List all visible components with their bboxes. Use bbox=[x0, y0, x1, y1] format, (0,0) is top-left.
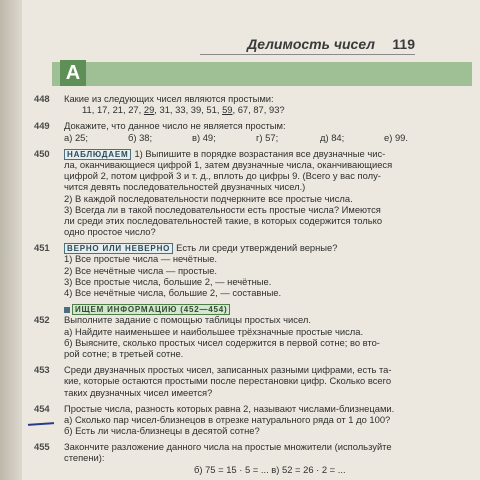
problem-455 bbox=[34, 441, 474, 452]
problem-number: 450 bbox=[34, 147, 50, 159]
number-list: 11, 17, 21, 27, bbox=[82, 104, 144, 116]
chapter-title: Делимость чисел bbox=[247, 36, 375, 52]
problem-450 bbox=[34, 148, 474, 159]
search-info-tag: ИЩЕМ ИНФОРМАЦИЮ (452—454) bbox=[72, 304, 230, 315]
problem-text: а) Найдите наименьшее и наибольшее трёхзначные простые числа. bbox=[64, 325, 364, 337]
statement: 1) Все простые числа — нечётные. bbox=[64, 253, 218, 265]
problem-text: ли среди этих последовательностей такие, в которых содержится только bbox=[64, 214, 383, 226]
option: д) 84; bbox=[320, 131, 345, 143]
underlined-number: 29 bbox=[143, 104, 155, 116]
problem-text: Какие из следующих чисел являются простыми: bbox=[64, 93, 274, 104]
problem-text: ла, оканчивающиеся цифрой 1, затем двузначные числа, оканчивающиеся bbox=[64, 158, 393, 170]
true-false-tag: ВЕРНО ИЛИ НЕВЕРНО bbox=[64, 243, 173, 254]
problem-text: а) Сколько пар чисел-близнецов в отрезке натурального ряда от 1 до 100? bbox=[64, 413, 391, 425]
page-header bbox=[200, 36, 415, 55]
problem-text: б) Есть ли числа-близнецы в десятой сотне? bbox=[64, 425, 260, 437]
problem-number: 452 bbox=[34, 314, 50, 326]
problem-number: 453 bbox=[34, 364, 50, 376]
problem-text: Закончите разложение данного числа на простые множители (используйте bbox=[64, 441, 392, 453]
problem-text: таких двузначных чисел имеется? bbox=[64, 386, 213, 398]
option: а) 25; bbox=[64, 131, 88, 143]
option: б) 38; bbox=[128, 131, 153, 143]
option: е) 99. bbox=[384, 131, 408, 143]
problem-449-options bbox=[34, 132, 474, 143]
problem-text: чится девять последовательностей двузначных чисел.) bbox=[64, 181, 306, 193]
statement: 3) Все простые числа, большие 2, — нечётные. bbox=[64, 275, 272, 287]
problem-number: 451 bbox=[34, 242, 50, 254]
problem-number: 449 bbox=[34, 120, 50, 132]
problem-448 bbox=[34, 93, 474, 104]
problem-text: цифрой 2, потом цифрой 3 и т. д., вплоть до цифры 9. (Всего у вас полу- bbox=[64, 170, 381, 182]
option: г) 57; bbox=[256, 131, 279, 143]
problem-448-numbers bbox=[34, 104, 474, 115]
problem-text: Среди двузначных простых чисел, записанных разными цифрами, есть та- bbox=[64, 364, 392, 376]
observe-tag: НАБЛЮДАЕМ bbox=[64, 149, 131, 160]
problem-text: 3) Всегда ли в такой последовательности есть простые числа? Имеются bbox=[64, 203, 381, 215]
problem-text: 1) Выпишите в порядке возрастания все двузначные чис- bbox=[134, 147, 386, 159]
problem-text: Есть ли среди утверждений верные? bbox=[176, 242, 338, 254]
problem-text: одно простое число? bbox=[64, 226, 156, 238]
problem-text: Выполните задание с помощью таблицы простых чисел. bbox=[64, 314, 311, 326]
number-list: , 31, 33, 39, 51, bbox=[154, 104, 223, 116]
problem-text: б) 75 = 15 · 5 = ... в) 52 = 26 · 2 = ... bbox=[194, 463, 346, 475]
square-bullet-icon bbox=[64, 307, 70, 313]
problem-number: 455 bbox=[34, 441, 50, 453]
problem-text: Простые числа, разность которых равна 2, называют числами-близнецами. bbox=[64, 402, 395, 414]
problem-text: б) Выясните, сколько простых чисел содержится в первой сотне; во вто- bbox=[64, 336, 380, 348]
problem-text: 2) В каждой последовательности подчеркните все простые числа. bbox=[64, 192, 353, 204]
problem-text: Докажите, что данное число не является простым: bbox=[64, 120, 286, 132]
problem-449 bbox=[34, 120, 474, 131]
problems-list bbox=[34, 93, 474, 475]
problem-text: рой сотне; в третьей сотне. bbox=[64, 347, 184, 359]
option: в) 49; bbox=[192, 131, 216, 143]
section-bar bbox=[52, 62, 472, 86]
statement: 4) Все нечётные числа, большие 2, — составные. bbox=[64, 287, 282, 298]
problem-452 bbox=[34, 314, 474, 325]
number-list: , 67, 87, 93? bbox=[232, 104, 285, 116]
problem-number: 454 bbox=[34, 402, 50, 414]
page-gutter bbox=[0, 0, 22, 480]
statement: 2) Все нечётные числа — простые. bbox=[64, 264, 218, 276]
problem-451 bbox=[34, 242, 474, 253]
section-letter: А bbox=[60, 60, 86, 86]
underlined-number: 59 bbox=[222, 104, 233, 116]
search-info-row bbox=[34, 303, 474, 314]
problem-text: кие, которые остаются простыми после перестановки цифр. Сколько всего bbox=[64, 375, 392, 387]
problem-453 bbox=[34, 364, 474, 375]
problem-number: 448 bbox=[34, 93, 50, 104]
problem-454 bbox=[34, 403, 474, 414]
page-number: 119 bbox=[392, 36, 415, 52]
problem-text: степени): bbox=[64, 452, 105, 464]
